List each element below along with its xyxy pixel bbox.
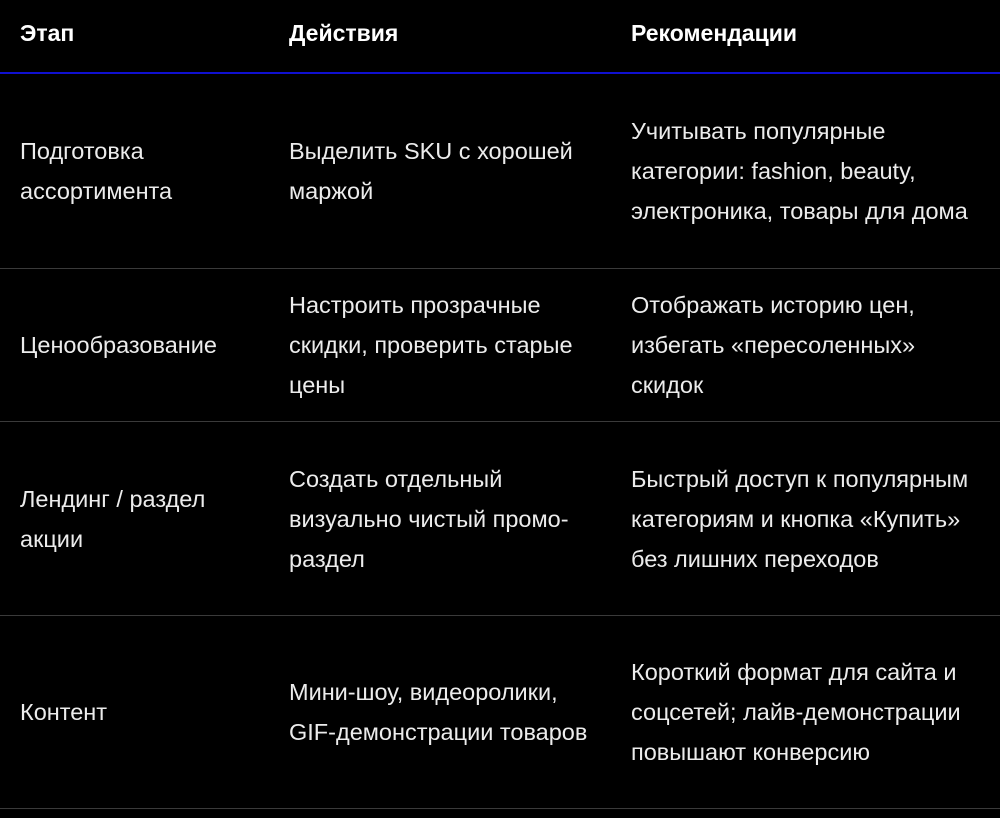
table-row	[0, 269, 1000, 422]
cell-recommendations: Быстрый доступ к популярным категориям и кнопка «Купить» без лишних переходов	[631, 465, 969, 572]
cell-actions: Создать отдельный визуально чистый промо-раздел	[289, 465, 569, 572]
cell-recommendations: Короткий формат для сайта и соцсетей; лайв-демонстрации повышают конверсию	[631, 659, 961, 765]
table-row	[0, 616, 1000, 809]
cell-recommendations: Отображать историю цен, избегать «пересоленных» скидок	[631, 292, 916, 398]
cell-actions: Выделить SKU с хорошей маржой	[289, 138, 573, 204]
header-recommendations: Рекомендации	[631, 20, 798, 46]
header-actions: Действия	[289, 20, 399, 46]
table-row	[0, 74, 1000, 269]
cell-recommendations: Учитывать популярные категории: fashion, beauty, электроника, товары для дома	[631, 118, 968, 224]
cell-stage: Ценообразование	[20, 332, 217, 358]
header-stage: Этап	[20, 20, 75, 46]
cell-stage: Подготовка ассортимента	[20, 138, 173, 204]
table-row	[0, 422, 1000, 616]
cell-stage: Контент	[20, 699, 108, 725]
table-header	[0, 0, 1000, 74]
cell-stage: Лендинг / раздел акции	[20, 485, 206, 552]
cell-actions: Настроить прозрачные скидки, проверить старые цены	[289, 292, 573, 398]
cell-actions: Мини-шоу, видеоролики, GIF-демонстрации товаров	[289, 679, 588, 745]
